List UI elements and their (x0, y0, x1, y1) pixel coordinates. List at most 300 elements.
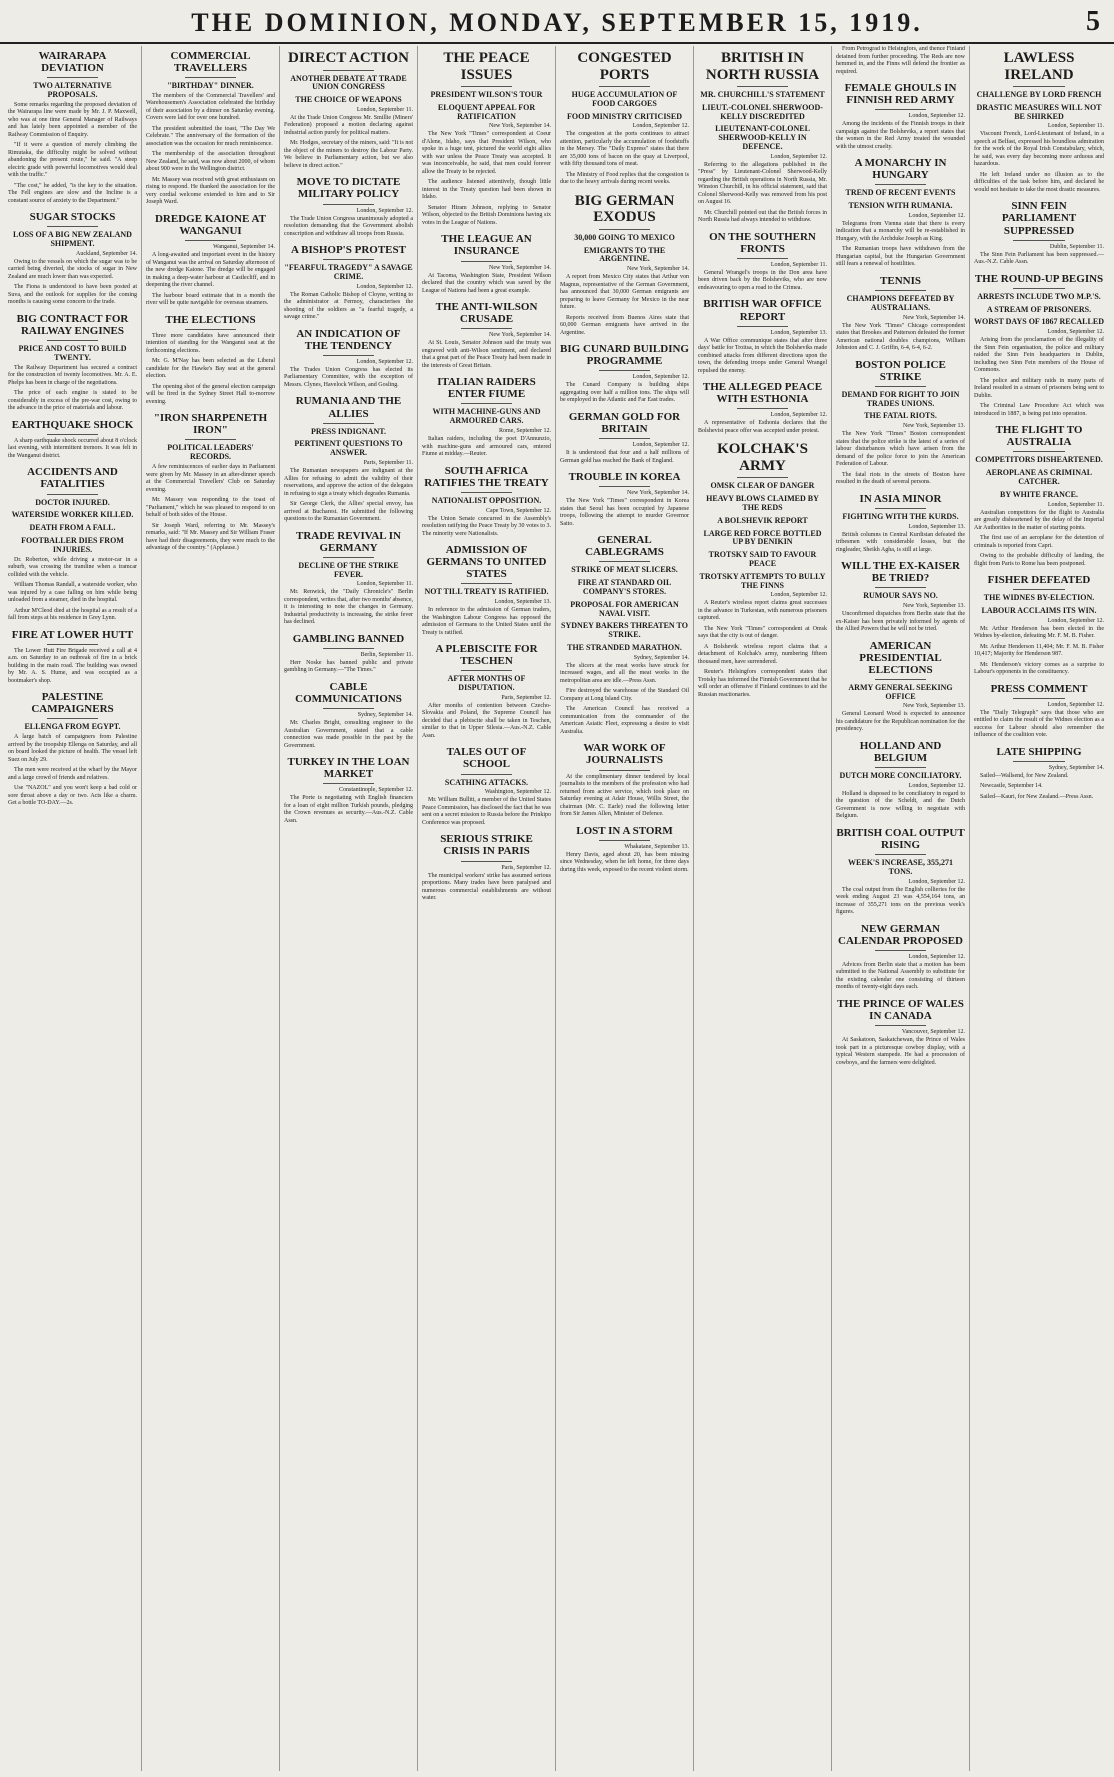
article-dateline: London, September 12. (770, 153, 827, 160)
headline-rule (323, 355, 375, 356)
article-body (560, 663, 689, 737)
article-body (284, 720, 413, 750)
headline-rule (323, 708, 375, 709)
article (422, 465, 551, 538)
article-paragraph: The coal output from the English collieries for the week ending August 23 was 4,554,164 tons, an increase of 355,271 tons on the previous week's figures. (836, 886, 965, 916)
article-subhead: LIEUTENANT-COLONEL SHERWOOD-KELLY IN DEFENCE. (715, 124, 810, 151)
article-subhead: THE WIDNES BY-ELECTION. (983, 593, 1095, 603)
article-paragraph: The Union Senate concurred in the Assembly's resolution ratifying the Peace Treaty by 30 votes to 3. The minority were Nationalists. (422, 515, 551, 537)
article-subhead: "FEARFUL TRAGEDY" A SAVAGE CRIME. (284, 263, 413, 281)
article-paragraph: At the complimentary dinner tendered by local journalists to the members of the profession who had returned from active service, which took place on Saturday evening at Adair House, Willis Street, the chairman (Mr. C. Earle) read the following letter from Sir James Allen, Minister of Defence. (560, 773, 689, 817)
article (560, 534, 689, 736)
article-dateline: London, September 12. (1047, 617, 1104, 624)
article (560, 50, 689, 187)
article-dateline: London, September 12. (1047, 329, 1104, 336)
article-paragraph: The audience listened attentively, though little interest in the Treaty question had been shown in Idaho. (422, 179, 551, 201)
article-subhead: DUTCH MORE CONCILIATORY. (839, 771, 962, 781)
article-subhead: DEATH FROM A FALL. (29, 523, 116, 533)
headline-rule (737, 86, 789, 87)
article-subhead: FOOTBALLER DIES FROM INJURIES. (21, 535, 124, 554)
article-headline: A PLEBISCITE FOR TESCHEN (435, 643, 538, 668)
article-paragraph: A large batch of campaigners from Palestine arrived by the troopship Ellenga on Saturday, and all on board looked the picture of health. The vessel left Suez on July 29. (8, 734, 137, 763)
article-dateline: London, September 12. (770, 592, 827, 599)
article-headline: SUGAR STOCKS (29, 211, 116, 224)
headline-rule (599, 770, 651, 771)
article-paragraph: Unconfirmed dispatches from Berlin state that the ex-Kaiser has been privately informed by agents of the Allied Powers that he will not be tried. (836, 611, 965, 633)
headline-rule (47, 226, 99, 227)
masthead (0, 0, 1114, 44)
article-paragraph: The American Council has received a communication from the commander of the American Asiatic Fleet, expressing a desire to visit Australia. (560, 706, 689, 735)
article-paragraph: The Porte is negotiating with English financiers for a loan of eight million Turkish pounds, pledging the Crown revenues as security.—Aus.-N.Z. Cable Assn. (284, 795, 413, 824)
article-body (284, 367, 413, 390)
article-dateline: New York, September 13. (903, 423, 965, 430)
article-dateline: London, September 12. (908, 113, 965, 120)
article-dateline: London, September 11. (356, 106, 413, 113)
article-paragraph: Sailed—Wallsend, for New Zealand. (980, 772, 1069, 779)
headline-rule (323, 423, 375, 424)
headline-rule (1013, 240, 1065, 241)
headline-rule (47, 340, 99, 341)
headline-rule (875, 950, 927, 951)
article-subhead: 30,000 GOING TO MEXICO (574, 232, 675, 242)
article (836, 493, 965, 554)
article-paragraph: At the Trade Union Congress Mr. Smillie (Miners' Federation) proposed a motion declaring against industrial action purely for political matters. (284, 114, 413, 136)
article-headline: WAR WORK OF JOURNALISTS (583, 742, 666, 767)
article-body (422, 340, 551, 370)
article-headline: LOST IN A STORM (576, 824, 673, 837)
headline-rule (185, 329, 237, 330)
article-subhead: WEEK'S INCREASE, 355,271 TONS. (848, 858, 953, 876)
article (698, 298, 827, 375)
article-paragraph: The opening shot of the general election campaign will be fired in the Sydney Street Hall to-morrow evening. (146, 383, 275, 405)
article-paragraph: Mr. G. M'Nay has been selected as the Liberal candidate for the Hawke's Bay seat at the general election. (146, 358, 275, 380)
headline-rule (599, 438, 651, 439)
article-headline: BIG GERMAN EXODUS (574, 192, 675, 226)
article-body (8, 648, 137, 686)
article-dateline: Constantinople, September 12. (339, 787, 413, 794)
article-body (284, 115, 413, 171)
article (560, 411, 689, 465)
article-subhead: THE STRANDED MARATHON. (567, 643, 682, 653)
article-dateline: London, September 12. (770, 412, 827, 419)
article-dateline: London, September 11. (356, 581, 413, 588)
article (8, 466, 137, 622)
article-paragraph: Sir Joseph Ward, referring to Mr. Massey's remarks, said: "If Mr. Massey and Sir William Fraser have had their disagreements, they were much to the advantage of the country." (Applause.) (146, 522, 275, 552)
article-dateline: New York, September 13. (903, 703, 965, 710)
article-body (974, 626, 1104, 677)
article-subhead: MR. CHURCHILL'S STATEMENT (700, 90, 825, 99)
article-paragraph: The New York "Times" correspondent at Omsk says that the city is out of danger. (698, 625, 827, 640)
article-subhead: ELLENGA FROM EGYPT. (24, 722, 121, 732)
article-subhead: LABOUR ACCLAIMS ITS WIN. (981, 605, 1097, 615)
article-paragraph: At Saskatoon, Saskatchewan, the Prince of Wales took part in a picturesque cowboy display, with a typical Western stampede. He had a procession of cowboys, and the farmers were delighted. (836, 1037, 965, 1066)
article-paragraph: Fire destroyed the warehouse of the Standard Oil Company at Long Island City. (560, 688, 689, 702)
article-body (698, 270, 827, 293)
article-paragraph: Viscount French, Lord-Lieutenant of Ireland, in a speech at Belfast, expressed his boundless admiration for the work of the Royal Irish Constabulary, which, he said, was every day becoming more arduous and hazardous. (974, 131, 1104, 168)
article-dateline: London, September 12. (908, 212, 965, 219)
article (422, 833, 551, 902)
article (146, 50, 275, 207)
article-subhead: A STREAM OF PRISONERS. (986, 304, 1092, 314)
article-subhead: WATERSIDE WORKER KILLED. (11, 510, 134, 520)
article-body (836, 887, 965, 917)
column-4 (418, 46, 556, 1771)
article-headline: RUMANIA AND THE ALLIES (295, 395, 402, 420)
article-body (836, 532, 965, 555)
article (284, 756, 413, 825)
headline-rule (875, 184, 927, 185)
article-headline: NEW GERMAN CALENDAR PROPOSED (838, 922, 963, 947)
headline-rule (461, 774, 513, 775)
article-subhead: WORST DAYS OF 1867 RECALLED (974, 317, 1104, 327)
article-headline: THE ROUND-UP BEGINS (974, 272, 1104, 285)
article-dateline: London, September 13. (770, 329, 827, 336)
article (974, 424, 1104, 568)
article-paragraph: Holland is disposed to be conciliatory in regard to the question of the Scheldt, and the Dutch Government is now willing to negotiate with Belgium. (836, 790, 965, 820)
headline-rule (461, 261, 513, 262)
article-paragraph: "If it were a question of merely climbing the Rimutaka, the difficulty might be solved without abandoning the present route," he said. "A steep electric grade with powerful locomotives would deal with the traffic." (8, 142, 137, 179)
article-paragraph: Herr Noske has banned public and private gambling in Germany.—"The Times." (284, 659, 413, 674)
headline-rule (1013, 451, 1065, 452)
article-paragraph: The New York "Times" Boston correspondent states that the police strike is the latest of a series of labour disturbances which have arisen from the demand of the police force to join the American Federation of Labour. (836, 431, 965, 468)
article-body (560, 274, 689, 337)
headline-rule (185, 439, 237, 440)
article-body (560, 774, 689, 819)
article (974, 683, 1104, 740)
headline-rule (461, 86, 513, 87)
article-dateline: London, September 12. (1047, 701, 1104, 708)
headline-rule (599, 229, 651, 230)
article-subhead: PRESIDENT WILSON'S TOUR (430, 90, 543, 99)
article (698, 50, 827, 225)
article (836, 359, 965, 487)
article (422, 643, 551, 740)
article-body (836, 121, 965, 151)
article (836, 46, 965, 76)
article (560, 742, 689, 818)
headline-rule (461, 670, 513, 671)
article (974, 273, 1104, 418)
article-body (422, 131, 551, 227)
article-paragraph: The harbour board estimate that in a month the river will be quite navigable for overseas steamers. (146, 292, 275, 307)
article-dateline: New York, September 14. (489, 332, 551, 339)
article-paragraph: The fatal riots in the streets of Boston have resulted in the death of several persons. (836, 471, 965, 486)
article-paragraph: The New York "Times" Chicago correspondent states that Brookes and Patterson defeated the former American national doubles champions, William Johnston and C. J. Griffin, 6-4, 6-4, 6-2. (836, 322, 965, 352)
article-paragraph: The Lower Hutt Fire Brigade received a call at 4 a.m. on Saturday to an outbreak of fire in a brick building in the main road. The building was owned by Mr. A. S. Hume, and was occupied as a bootmaker's shop. (8, 647, 137, 684)
article-body (698, 338, 827, 376)
article-dateline: New York, September 14. (903, 314, 965, 321)
headline-rule (599, 561, 651, 562)
article (560, 343, 689, 405)
article (974, 50, 1104, 194)
article-paragraph: Mr. Massey was received with great enthusiasm on rising to respond. He thanked the association for the very cordial welcome extended to him and to Sir Joseph Ward. (146, 176, 275, 206)
article-headline: TALES OUT OF SCHOOL (446, 746, 527, 771)
article-body (974, 131, 1104, 194)
article-paragraph: From Petrograd to Helsingfors, and thence Finland detained from further proceeding. The Reds are now hemmed in, and the Finns will defend the frontier as required. (836, 46, 965, 75)
article (974, 200, 1104, 266)
column-8 (970, 46, 1108, 1771)
article-headline: THE PRINCE OF WALES IN CANADA (837, 997, 964, 1023)
article-subhead: "BIRTHDAY" DINNER. (167, 81, 254, 91)
article-paragraph: The men were received at the wharf by the Mayor and a large crowd of friends and relatives. (8, 767, 137, 781)
headline-rule (47, 77, 99, 78)
article-headline: TRADE REVIVAL IN GERMANY (296, 529, 401, 554)
article-subhead: HUGE ACCUMULATION OF FOOD CARGOES (571, 90, 678, 108)
article-headline: THE PEACE ISSUES (443, 50, 530, 83)
article-paragraph: The members of the Commercial Travellers' and Warehousemen's Association celebrated the birthday of their association by a dinner on Saturday evening. Covers were laid for over one hundred. (146, 92, 275, 122)
article-headline: BRITISH IN NORTH RUSSIA (705, 50, 820, 83)
article-paragraph: Telegrams from Vienna state that there is every indication that a monarchy will be re-established in Hungary, with the Archduke Joseph as King. (836, 220, 965, 242)
article-headline: FIRE AT LOWER HUTT (11, 628, 134, 641)
article-body (974, 710, 1104, 740)
headline-rule (875, 109, 927, 110)
article-headline: ACCIDENTS AND FATALITIES (27, 466, 118, 491)
article-dateline: Sydney, September 14. (357, 712, 413, 719)
article-paragraph: Three more candidates have announced their intention of standing for the Wanganui seat at the forthcoming elections. (146, 332, 275, 354)
headline-rule (323, 259, 375, 260)
article-paragraph: At Tacoma, Washington State, President Wilson declared that the country which was saved by the League of Nations had been a great example. (422, 272, 551, 294)
article (836, 275, 965, 353)
article-body (146, 93, 275, 207)
masthead-title: THE DOMINION, MONDAY, SEPTEMBER 15, 1919. (191, 8, 923, 37)
article-body (560, 852, 689, 875)
article-headline: AMERICAN PRESIDENTIAL ELECTIONS (859, 639, 942, 676)
article-paragraph: The congestion at the ports continues to attract attention, particularly the accumulation of foodstuffs in the Mersey. The "Daily Express" states that there are 35,000 tons of bacon on the quay at Liverpool, with fifty thousand tons of meat. (560, 131, 689, 168)
article-paragraph: Owing to the probable difficulty of landing, the flight from Paris to Rome has been postponed. (974, 553, 1104, 567)
article (8, 419, 137, 461)
headline-rule (737, 477, 789, 478)
article-body (422, 703, 551, 741)
article-paragraph: The Ministry of Food replies that the congestion is due to the heavy arrivals during recent weeks. (560, 171, 689, 186)
headline-rule (47, 494, 99, 495)
article-dateline: Rome, September 12. (499, 428, 551, 435)
article-paragraph: The slicers at the meat works have struck for increased wages, and all the meat works in the metropolitan area are idle.—Press Assn. (560, 662, 689, 684)
article-subhead: PRICE AND COST TO BUILD TWENTY. (18, 344, 127, 362)
article-headline: MOVE TO DICTATE MILITARY POLICY (296, 176, 401, 201)
page-number: 5 (1086, 6, 1100, 37)
article-subhead: TENSION WITH RUMANIA. (848, 201, 953, 211)
article-body (974, 252, 1104, 267)
article (836, 740, 965, 821)
article-subhead: CHALLENGE BY LORD FRENCH (976, 90, 1102, 99)
article-dateline: London, September 12. (908, 878, 965, 885)
headline-rule (875, 508, 927, 509)
headline-rule (599, 86, 651, 87)
article-headline: WILL THE EX-KAISER BE TRIED? (840, 560, 960, 585)
article-subhead: LARGE RED FORCE BOTTLED UP BY DENIKIN (703, 528, 822, 547)
article-dateline: London, September 12. (356, 207, 413, 214)
headline-rule (599, 370, 651, 371)
article-subhead: LOSS OF A BIG NEW ZEALAND SHIPMENT. (13, 230, 132, 249)
article (8, 629, 137, 686)
article-dateline: Washington, September 12. (484, 789, 551, 796)
article (836, 923, 965, 992)
article (836, 560, 965, 633)
article-subhead: TREND OF RECENT EVENTS (845, 188, 956, 198)
article-dateline: London, September 12. (908, 953, 965, 960)
article-dateline: Sydney, September 14. (633, 654, 689, 661)
article (974, 746, 1104, 802)
article-subhead: DEMAND FOR RIGHT TO JOIN TRADES UNIONS. (841, 389, 960, 408)
article-body (698, 162, 827, 225)
article-subhead: TROTSKY SAID TO FAVOUR PEACE (708, 550, 817, 568)
article-paragraph: Mr. Henderson's victory comes as a surprise to Labour's opponents in the constituency. (974, 661, 1104, 676)
article-subhead: RUMOUR SAYS NO. (863, 591, 938, 601)
article (146, 213, 275, 308)
article-dateline: Auckland, September 14. (76, 250, 137, 257)
article-headline: PRESS COMMENT (990, 682, 1088, 695)
article (836, 157, 965, 269)
article-paragraph: Mr. Charles Bright, consulting engineer to the Australian Government, stated that a cable connection was made possible in the past by the Government. (284, 720, 413, 749)
article-paragraph: A few reminiscences of earlier days in Parliament were given by Mr. Massey in an after-dinner speech at the Commercial Travellers' Club on Saturday evening. (146, 464, 275, 493)
article-body (974, 773, 1104, 802)
article-dateline: New York, September 14. (627, 490, 689, 497)
headline-rule (875, 290, 927, 291)
article-headline: TENNIS (880, 274, 921, 287)
article-body (422, 873, 551, 903)
headline-rule (47, 718, 99, 719)
article-dateline: Paris, September 12. (501, 694, 551, 701)
article-headline: THE ANTI-WILSON CRUSADE (435, 301, 538, 326)
article (422, 233, 551, 295)
article-paragraph: Reuter's Helsingfors correspondent states that Trotsky has informed the Finnish Government that he will order an offensive if Finland continues to aid the Russian reactionaries. (698, 669, 827, 698)
article-body (284, 468, 413, 524)
article-body (836, 221, 965, 269)
article-subhead: DECLINE OF THE STRIKE FEVER. (298, 560, 399, 579)
article-paragraph: The "Daily Telegraph" says that those who are entitled to claim the result of the Widnes election as a success for Labour should also remember the influence of the coalition vote. (974, 709, 1104, 739)
column-6 (694, 46, 832, 1771)
article-body (8, 365, 137, 413)
article-paragraph: Senator Hiram Johnson, replying to Senator Wilson, objected to the British Dominions having six votes in the League of Nations. (422, 204, 551, 226)
article-paragraph: The Roman Catholic Bishop of Cloyne, writing to the administrator at Fermoy, characterises the shooting of the soldiers as "a fearful tragedy, a savage crime." (284, 291, 413, 321)
article-dateline: Wanganui, September 14. (213, 244, 275, 251)
headline-rule (47, 644, 99, 645)
article-subhead: SYDNEY BAKERS THREATEN TO STRIKE. (561, 621, 688, 640)
article-subhead: PROPOSAL FOR AMERICAN NAVAL VISIT. (570, 599, 679, 618)
article-paragraph: Newcastle, September 14. (980, 783, 1043, 790)
article-dateline: London, September 11. (1047, 123, 1104, 130)
article-paragraph: General Leonard Wood is expected to announce his candidature for the Republican nomination for the presidency. (836, 711, 965, 733)
article-paragraph: Italian raiders, including the poet D'Annunzio, with machine-guns and armoured cars, entered Fiume at midday.—Reuter. (422, 436, 551, 458)
article-paragraph: Some remarks regarding the proposed deviation of the Wairarapa line were made by Mr. J. P. Maxwell, who was at one time General Manager of Railways and has lately been appointed a member of the Railway Commission of Enquiry. (8, 101, 137, 138)
article-headline: A BISHOP'S PROTEST (291, 244, 406, 257)
article-subhead: AFTER MONTHS OF DISPUTATION. (447, 674, 526, 693)
headline-rule (1013, 589, 1065, 590)
article (8, 50, 137, 205)
article-body (284, 292, 413, 322)
article-paragraph: Mr. Arthur Henderson 11,404; Mr. F. M. B. Fisher 10,417; Majority for Henderson 987. (974, 643, 1104, 658)
article-subhead: COMPETITORS DISHEARTENED. (975, 455, 1103, 465)
headline-rule (185, 77, 237, 78)
article (698, 231, 827, 293)
article (8, 211, 137, 307)
article-headline: SOUTH AFRICA RATIFIES THE TREATY (424, 464, 549, 489)
article (284, 530, 413, 627)
headline-rule (1013, 288, 1065, 289)
article-body (836, 323, 965, 353)
column-3 (280, 46, 418, 1771)
article-dateline: London, September 12. (356, 283, 413, 290)
article (560, 193, 689, 337)
article-body (8, 557, 137, 623)
article-subhead: ARMY GENERAL SEEKING OFFICE (848, 682, 953, 701)
article-dateline: Berlin, September 11. (360, 651, 413, 658)
article-headline: LAWLESS IRELAND (1003, 50, 1075, 83)
article-paragraph: Mr. Hodges, secretary of the miners, said: "It is not the object of the miners to destroy the Labour Party. We believe in Parliamentary action, but we also believe in direct action." (284, 140, 413, 169)
article-paragraph: Mr. William Bullitt, a member of the United States Peace Commission, has disclosed the fact that he was sent on a secret mission to Russia before the Prinkipo Conference was proposed. (422, 797, 551, 826)
article-headline: ITALIAN RAIDERS ENTER FIUME (437, 376, 536, 401)
article-headline: EARTHQUAKE SHOCK (11, 418, 134, 431)
article-subhead: ANOTHER DEBATE AT TRADE UNION CONGRESS (290, 73, 407, 92)
article-paragraph: Reports received from Buenos Aires state that 60,000 German emigrants have arrived in the Argentine. (560, 314, 689, 336)
article-headline: DIRECT ACTION (287, 50, 409, 66)
article-dateline: Paris, September 12. (501, 864, 551, 871)
headline-rule (737, 326, 789, 327)
article (284, 50, 413, 170)
article (284, 328, 413, 390)
article-headline: TURKEY IN THE LOAN MARKET (287, 756, 410, 781)
article-paragraph: The New York "Times" correspondent in Korea states that Seoul has been occupied by Japanese troops, following the attempt to murder Governor Saito. (560, 498, 689, 527)
article-subhead: WITH MACHINE-GUNS AND ARMOURED CARS. (432, 407, 541, 426)
article-headline: "IRON SHARPENETH IRON" (153, 412, 268, 437)
article-body (146, 333, 275, 407)
article-dateline: New York, September 14. (627, 266, 689, 273)
article-dateline: London, September 12. (632, 442, 689, 449)
article-body (836, 1037, 965, 1067)
headline-rule (875, 679, 927, 680)
article (836, 998, 965, 1067)
headline-rule (461, 403, 513, 404)
article-paragraph: Mr. Renwick, the "Daily Chronicle's" Berlin correspondent, writes that, after two months' absence, it is interesting to note the changes in Germany. Industrial productivity is increasing, the strike fever has declined. (284, 589, 413, 626)
headline-rule (323, 557, 375, 558)
article-subhead: FOOD MINISTRY CRITICISED (567, 111, 682, 121)
headline-rule (737, 258, 789, 259)
article-paragraph: Mr. Arthur Henderson has been elected in the Widnes by-election, defeating Mr. F. M. B. Fisher. (974, 625, 1104, 640)
article (836, 640, 965, 734)
article-subhead: TWO ALTERNATIVE PROPOSALS. (33, 81, 112, 99)
article (284, 395, 413, 523)
article-dateline: Sydney, September 14. (1048, 764, 1104, 771)
article-paragraph: The first use of an aeroplane for the detention of criminals is reported from Capri. (974, 535, 1104, 549)
article-headline: ON THE SOUTHERN FRONTS (709, 230, 816, 255)
article-body (836, 962, 965, 992)
article-dateline: Vancouver, September 12. (901, 1029, 965, 1036)
article-dateline: London, September 13. (494, 599, 551, 606)
article-body (284, 660, 413, 675)
article-paragraph: The price of each engine is stated to be considerably in excess of the pre-war cost, owing to the advance in the price of materials and labour. (8, 390, 137, 412)
article-paragraph: General Wrangel's troops in the Don area have been driven back by the Bolsheviks, who are now endeavouring to open a road to the Crimea. (698, 269, 827, 291)
headline-rule (461, 492, 513, 493)
article-dateline: New York, September 14. (489, 123, 551, 130)
article-headline: ADMISSION OF GERMANS TO UNITED STATES (426, 544, 547, 581)
column-2 (142, 46, 280, 1771)
article-body (146, 464, 275, 553)
article-subhead: BY WHITE FRANCE. (999, 489, 1078, 499)
article-subhead: FIGHTING WITH THE KURDS. (842, 511, 959, 521)
article-body (836, 791, 965, 821)
headline-rule (875, 1025, 927, 1026)
article-headline: DREDGE KAIONE AT WANGANUI (154, 212, 267, 238)
headline-rule (875, 767, 927, 768)
article (560, 825, 689, 875)
article-body (836, 611, 965, 634)
article-headline: FISHER DEFEATED (987, 574, 1091, 587)
article-headline: TROUBLE IN KOREA (568, 471, 681, 484)
article-body (974, 337, 1104, 418)
column-1 (4, 46, 142, 1771)
article-subhead: NATIONALIST OPPOSITION. (431, 495, 542, 505)
article-subhead: FIRE AT STANDARD OIL COMPANY'S STORES. (577, 578, 672, 597)
